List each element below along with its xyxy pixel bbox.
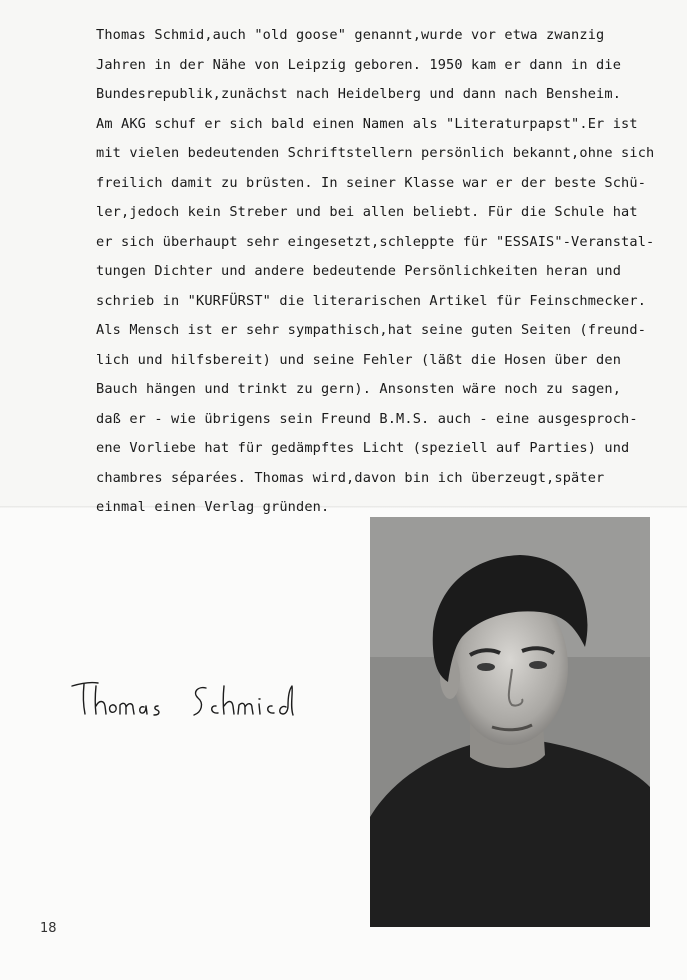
biography-text <box>96 21 687 523</box>
bio-line: Am AKG schuf er sich bald einen Namen als "Literaturpapst".Er ist <box>96 115 638 132</box>
bio-line: Jahren in der Nähe von Leipzig geboren. 1950 kam er dann in die <box>96 56 622 73</box>
bio-line: lich und hilfsbereit) und seine Fehler (läßt die Hosen über den <box>96 351 622 368</box>
bio-line: Bauch hängen und trinkt zu gern). Ansonsten wäre noch zu sagen, <box>96 381 622 397</box>
bio-line: einmal einen Verlag gründen. <box>96 499 330 515</box>
bio-line: Thomas Schmid,auch "old goose" genannt,wurde vor etwa zwanzig <box>96 27 605 43</box>
bio-line: daß er - wie übrigens sein Freund B.M.S. auch - eine ausgesproch- <box>96 410 638 427</box>
bio-line: er sich überhaupt sehr eingesetzt,schleppte für "ESSAIS"-Veranstal- <box>96 233 655 250</box>
bio-line: chambres séparées. Thomas wird,davon bin ich überzeugt,später <box>96 469 605 486</box>
bio-line: Als Mensch ist er sehr sympathisch,hat seine guten Seiten (freund- <box>96 322 647 338</box>
bio-line: ene Vorliebe hat für gedämpftes Licht (speziell auf Parties) und <box>96 440 630 456</box>
portrait-photo <box>370 517 650 927</box>
bio-line: ler,jedoch kein Streber und bei allen beliebt. Für die Schule hat <box>96 204 638 220</box>
bio-line: Bundesrepublik,zunächst nach Heidelberg und dann nach Bensheim. <box>96 86 622 102</box>
handwritten-signature <box>68 672 308 732</box>
page-number: 18 <box>40 921 57 936</box>
bio-line: tungen Dichter und andere bedeutende Persönlichkeiten heran und <box>96 263 622 279</box>
bio-line: mit vielen bedeutenden Schriftstellern persönlich bekannt,ohne sich <box>96 145 655 161</box>
bio-line: freilich damit zu brüsten. In seiner Klasse war er der beste Schü- <box>96 174 647 191</box>
bio-line: schrieb in "KURFÜRST" die literarischen Artikel für Feinschmecker. <box>96 292 647 309</box>
